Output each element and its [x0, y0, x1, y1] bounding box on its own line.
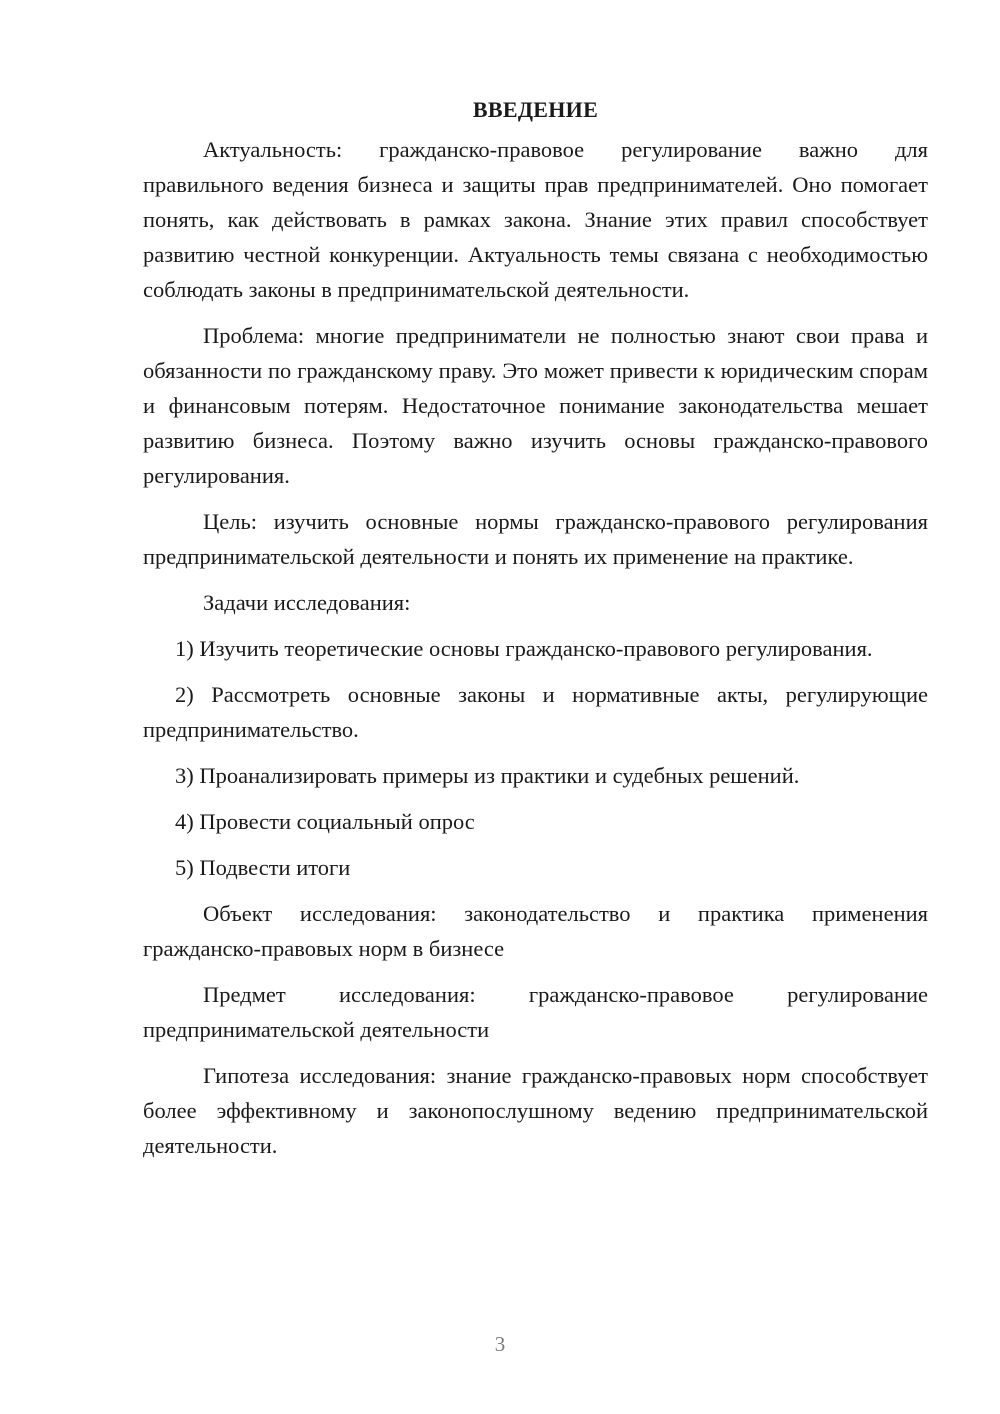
- task-item-2: 2) Рассмотреть основные законы и нормативные акты, регулирующие предпринимательство.: [143, 682, 928, 742]
- paragraph-relevance: Актуальность: гражданско-правовое регулирование важно для правильного ведения бизнеса и защиты прав предпринимателей. Оно помогает понять, как действовать в рамках закона. Знание этих правил способствует развитию честной конкуренции. Актуальность темы связана с необходимостью соблюдать законы в предпринимательской деятельности.: [143, 137, 928, 302]
- paragraph-subject: Предмет исследования: гражданско-правовое регулирование предпринимательской деятельности: [143, 982, 928, 1042]
- task-item-3: 3) Проанализировать примеры из практики и судебных решений.: [175, 763, 800, 788]
- page-number: 3: [494, 1332, 506, 1356]
- paragraph-object: Объект исследования: законодательство и практика применения гражданско-правовых норм в бизнесе: [143, 901, 928, 961]
- paragraph-goal: Цель: изучить основные нормы гражданско-правового регулирования предпринимательской деятельности и понять их применение на практике.: [143, 509, 928, 569]
- document-page: [143, 92, 928, 1174]
- task-item-4: 4) Провести социальный опрос: [175, 809, 475, 834]
- paragraph-problem: Проблема: многие предприниматели не полностью знают свои права и обязанности по гражданскому праву. Это может привести к юридическим спорам и финансовым потерям. Недостаточное понимание законодательства мешает развитию бизнеса. Поэтому важно изучить основы гражданско-правового регулирования.: [143, 323, 928, 488]
- task-item-5: 5) Подвести итоги: [175, 855, 351, 880]
- paragraph-hypothesis: Гипотеза исследования: знание гражданско-правовых норм способствует более эффективному и законопослушному ведению предпринимательской деятельности.: [143, 1063, 928, 1158]
- section-title: ВВЕДЕНИЕ: [472, 97, 599, 122]
- task-item-1: 1) Изучить теоретические основы гражданско-правового регулирования.: [175, 636, 873, 661]
- paragraph-tasks-heading: Задачи исследования:: [203, 590, 411, 615]
